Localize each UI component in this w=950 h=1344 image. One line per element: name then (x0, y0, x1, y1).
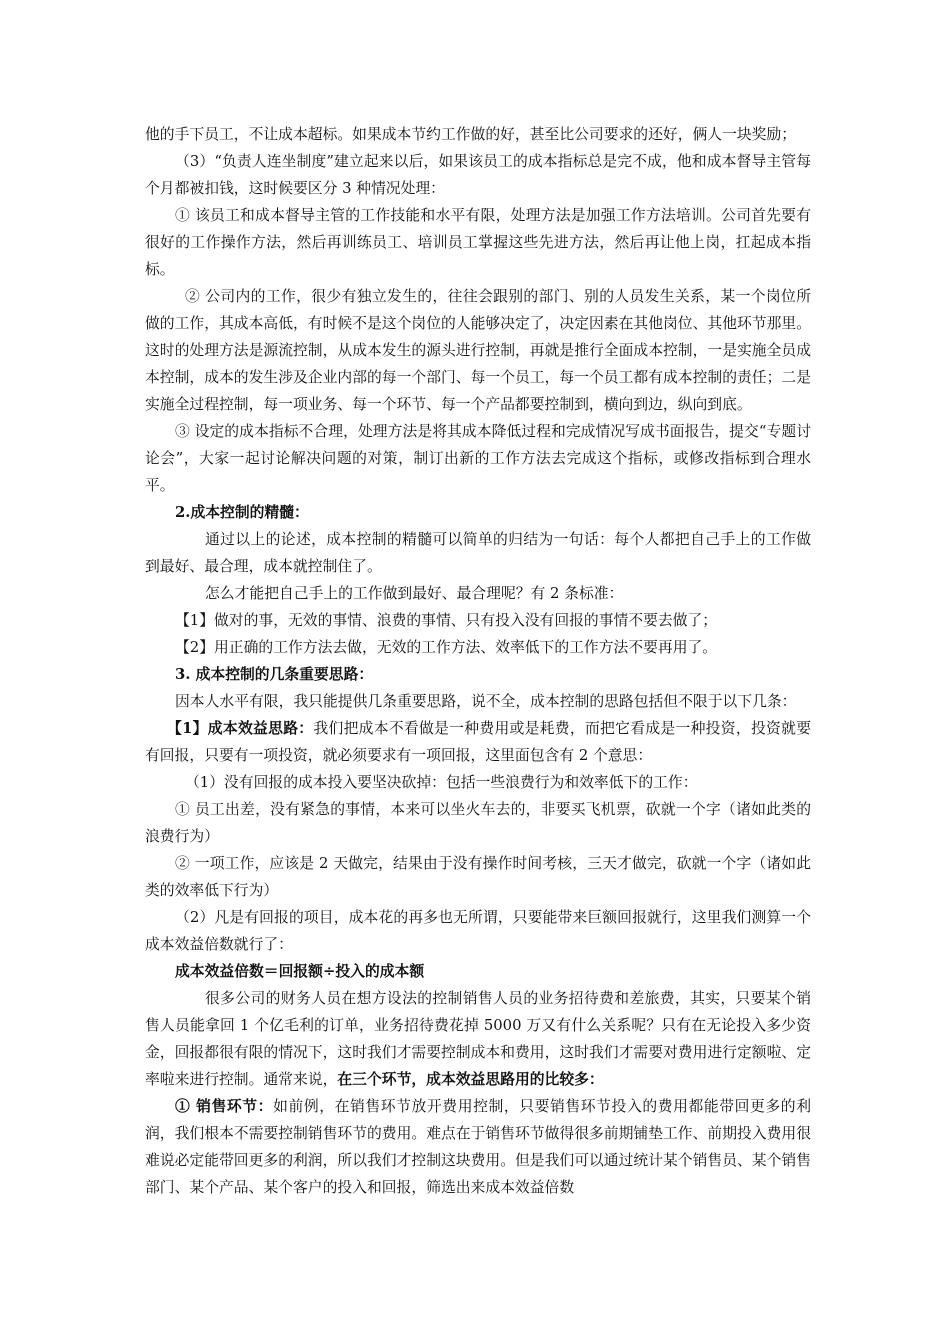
paragraph-8: 【1】做对的事，无效的事情、浪费的事情、只有投入没有回报的事情不要去做了； (175, 612, 718, 629)
paragraph-13: ① 员工出差，没有紧急的事情，本来可以坐火车去的，非要买飞机票，砍就一个字（诸如此类的浪费行为） (145, 801, 811, 845)
paragraph-3: ① 该员工和成本督导主管的工作技能和水平有限，处理方法是加强工作方法培训。公司首先要有很好的工作操作方法，然后再训练员工、培训员工掌握这些先进方法，然后再让他上岗，扛起成本指标。 (145, 207, 811, 278)
paragraph-11-text: 我们把成本不看做是一种费用或是耗费，而把它看成是一种投资，投资就要有回报，只要有一项投资，就必须要求有一项回报，这里面包含有 2 个意思： (145, 720, 812, 764)
paragraph-10: 因本人水平有限，我只能提供几条重要思路，说不全，成本控制的思路包括但不限于以下几条： (175, 693, 797, 710)
paragraph-4: ② 公司内的工作，很少有独立发生的，往往会跟别的部门、别的人员发生关系，某一个岗位所做的工作，其成本高低，有时候不是这个岗位的人能够决定了，决定因素在其他岗位、其他环节那里。这时的处理方法是源流控制，从成本发生的源头进行控制，再就是推行全面成本控制，一是实施全员成本控制，成本的发生涉及企业内部的每一个部门、每一个员工，每一个员工都有成本控制的责任；二是实施全过程控制，每一项业务、每一个环节、每一个产品都要控制到，横向到边，纵向到底。 (145, 288, 811, 413)
heading-3: 3. 成本控制的几条重要思路： (175, 666, 374, 683)
paragraph-17-bold: 在三个环节，成本效益思路用的比较多： (337, 1071, 604, 1088)
paragraph-18-bold: ① 销售环节： (175, 1098, 274, 1115)
paragraph-5: ③ 设定的成本指标不合理，处理方法是将其成本降低过程和完成情况写成书面报告，提交“专题讨论会”，大家一起讨论解决问题的对策，制订出新的工作方法去完成这个指标，或修改指标到合理水平。 (145, 423, 811, 494)
paragraph-18-text: 如前例，在销售环节放开费用控制，只要销售环节投入的费用都能带回更多的利润，我们根本不需要控制销售环节的费用。难点在于销售环节做得很多前期铺垫工作、前期投入费用很难说必定能带回更多的利润，所以我们才控制这块费用。但是我们可以通过统计某个销售员、某个销售部门、某个产品、某个客户的投入和回报，筛选出来成本效益倍数 (145, 1098, 811, 1196)
paragraph-18 (145, 1093, 811, 1201)
paragraph-2: （3）“负责人连坐制度”建立起来以后，如果该员工的成本指标总是完不成，他和成本督导主管每个月都被扣钱，这时候要区分 3 种情况处理： (145, 153, 811, 197)
paragraph-7: 怎么才能把自己手上的工作做到最好、最合理呢？有 2 条标准： (205, 585, 624, 602)
paragraph-17 (145, 985, 811, 1093)
paragraph-17-text: 很多公司的财务人员在想方设法的控制销售人员的业务招待费和差旅费，其实，只要某个销售人员能拿回 1 个亿毛利的订单，业务招待费花掉 5000 万又有什么关系呢？只有在无论投入多少资金，回报都很有限的情况下，这时我们才需要控制成本和费用，这时我们才需要对费用进行定额啦、定率啦来进行控制。通常来说， (145, 990, 811, 1088)
formula: 成本效益倍数＝回报额÷投入的成本额 (175, 963, 425, 980)
paragraph-11 (145, 715, 811, 769)
heading-2: 2.成本控制的精髓： (175, 504, 309, 521)
paragraph-6: 通过以上的论述，成本控制的精髓可以简单的归结为一句话：每个人都把自己手上的工作做到最好、最合理，成本就控制住了。 (145, 531, 811, 575)
paragraph-1: 他的手下员工，不让成本超标。如果成本节约工作做的好，甚至比公司要求的还好，俩人一块奖励； (145, 126, 797, 143)
paragraph-9: 【2】用正确的工作方法去做，无效的工作方法、效率低下的工作方法不要再用了。 (175, 639, 718, 656)
paragraph-14: ② 一项工作，应该是 2 天做完，结果由于没有操作时间考核，三天才做完，砍就一个字（诸如此类的效率低下行为） (145, 855, 811, 899)
document-body (145, 121, 811, 1201)
paragraph-15: （2）凡是有回报的项目，成本花的再多也无所谓，只要能带来巨额回报就行，这里我们测算一个成本效益倍数就行了： (145, 909, 811, 953)
paragraph-11-bold: 【1】成本效益思路： (167, 720, 314, 737)
paragraph-12: （1）没有回报的成本投入要坚决砍掉：包括一些浪费行为和效率低下的工作： (185, 774, 698, 791)
